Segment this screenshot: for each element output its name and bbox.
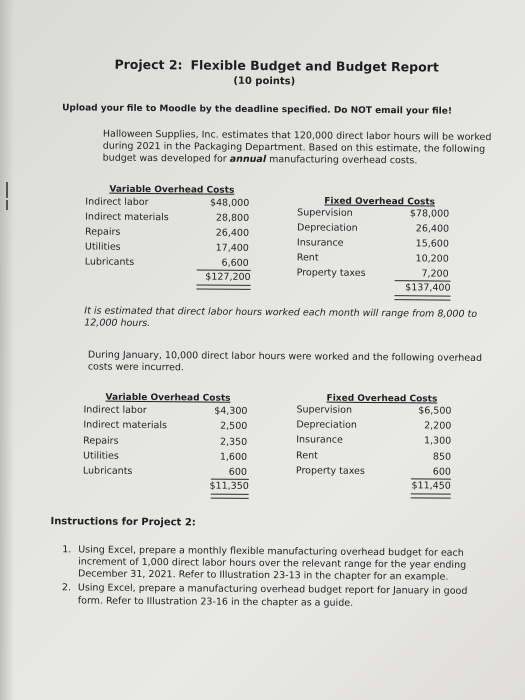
range-note-line: 12,000 hours. — [84, 317, 151, 330]
points-label: (10 points) — [233, 75, 296, 88]
annual-fixed-amount: 26,400 — [415, 223, 450, 235]
annual-variable-amount: 6,600 — [221, 257, 249, 269]
instruction-line: form. Refer to Illustration 23-16 in the chapter as a guide. — [77, 595, 354, 609]
total-double-rule — [197, 284, 251, 289]
january-variable-label: Utilities — [83, 450, 119, 462]
annual-variable-label: Indirect labor — [85, 196, 149, 209]
title-prefix: Project 2: — [114, 56, 183, 73]
january-variable-amount: 1,600 — [219, 451, 248, 463]
instruction-number: 1. — [62, 544, 72, 556]
instruction-line: Using Excel, prepare a monthly flexible manufacturing overhead budget for each — [78, 544, 464, 559]
annual-fixed-label: Property taxes — [296, 267, 366, 279]
instruction-line: Using Excel, prepare a manufacturing overhead budget report for January in good — [77, 582, 468, 597]
january-fixed-label: Rent — [296, 450, 318, 462]
january-fixed-total: $11,450 — [411, 480, 451, 492]
intro-emphasis: annual — [229, 153, 267, 166]
annual-fixed-amount: 7,200 — [421, 268, 449, 280]
intro-line: Halloween Supplies, Inc. estimates that 120,000 direct labor hours will be worked — [102, 128, 492, 144]
january-fixed-amount: 2,200 — [424, 420, 452, 432]
annual-variable-amount: 28,800 — [215, 212, 250, 224]
page-title: Flexible Budget and Budget Report — [190, 57, 439, 75]
january-variable-label: Indirect materials — [83, 419, 167, 432]
upload-notice: Upload your file to Moodle by the deadline specified. Do NOT email your file! — [62, 103, 452, 117]
january-note-line: costs were incurred. — [87, 361, 184, 374]
annual-variable-amount: $48,000 — [209, 197, 250, 209]
intro-line: during 2021 in the Packaging Department. Based on this estimate, the following — [102, 140, 486, 155]
instruction-line: increment of 1,000 direct labor hours over the relevant range for the year ending — [78, 556, 467, 571]
range-note-line: It is estimated that direct labor hours worked each month will range from 8,000 to — [84, 305, 478, 320]
annual-fixed-label: Depreciation — [297, 222, 358, 234]
annual-fixed-label: Supervision — [297, 207, 353, 219]
january-variable-amount: 2,500 — [220, 420, 248, 432]
annual-variable-heading: Variable Overhead Costs — [109, 184, 235, 196]
annual-variable-label: Utilities — [84, 241, 121, 253]
annual-fixed-total: $137,400 — [405, 282, 451, 294]
january-variable-amount: $4,300 — [214, 405, 248, 417]
january-variable-label: Repairs — [83, 435, 119, 447]
intro-line — [103, 153, 418, 168]
january-variable-amount: 2,350 — [219, 436, 248, 448]
january-variable-label: Lubricants — [82, 465, 133, 477]
total-double-rule — [411, 493, 451, 498]
january-fixed-amount: 600 — [432, 466, 451, 478]
january-note-line: During January, 10,000 direct labor hours were worked and the following overhead — [87, 349, 483, 364]
intro-text: manufacturing overhead costs. — [266, 154, 418, 167]
january-variable-amount: 600 — [228, 466, 247, 478]
annual-fixed-label: Insurance — [296, 237, 344, 249]
annual-variable-amount: 26,400 — [215, 227, 250, 239]
january-fixed-label: Depreciation — [296, 419, 358, 431]
intro-text: budget was developed for — [102, 152, 230, 165]
january-fixed-amount: 850 — [432, 451, 452, 463]
total-double-rule — [211, 494, 249, 499]
annual-fixed-amount: 15,600 — [415, 238, 449, 250]
january-fixed-amount: 1,300 — [423, 435, 452, 447]
instruction-line: December 31, 2021. Refer to Illustration 23-13 in the chapter for an example. — [77, 568, 449, 583]
january-fixed-label: Supervision — [296, 404, 353, 416]
annual-variable-label: Repairs — [84, 226, 121, 238]
annual-variable-total: $127,200 — [205, 271, 251, 283]
january-fixed-amount: $6,500 — [418, 405, 452, 417]
january-variable-label: Indirect labor — [83, 404, 147, 417]
annual-fixed-heading: Fixed Overhead Costs — [324, 196, 436, 208]
instructions-heading: Instructions for Project 2: — [50, 516, 196, 529]
january-fixed-label: Property taxes — [295, 465, 365, 477]
annual-fixed-label: Rent — [296, 252, 319, 264]
annual-variable-label: Lubricants — [84, 256, 135, 268]
instruction-number: 2. — [61, 582, 72, 594]
annual-fixed-amount: $78,000 — [409, 208, 450, 220]
annual-variable-label: Indirect materials — [85, 211, 169, 224]
annual-variable-amount: 17,400 — [215, 242, 249, 254]
annual-fixed-amount: 10,200 — [415, 253, 449, 265]
total-double-rule — [394, 295, 450, 300]
january-fixed-label: Insurance — [296, 434, 343, 446]
january-variable-total: $11,350 — [209, 480, 249, 492]
january-fixed-heading: Fixed Overhead Costs — [326, 393, 438, 405]
january-variable-heading: Variable Overhead Costs — [105, 392, 231, 404]
